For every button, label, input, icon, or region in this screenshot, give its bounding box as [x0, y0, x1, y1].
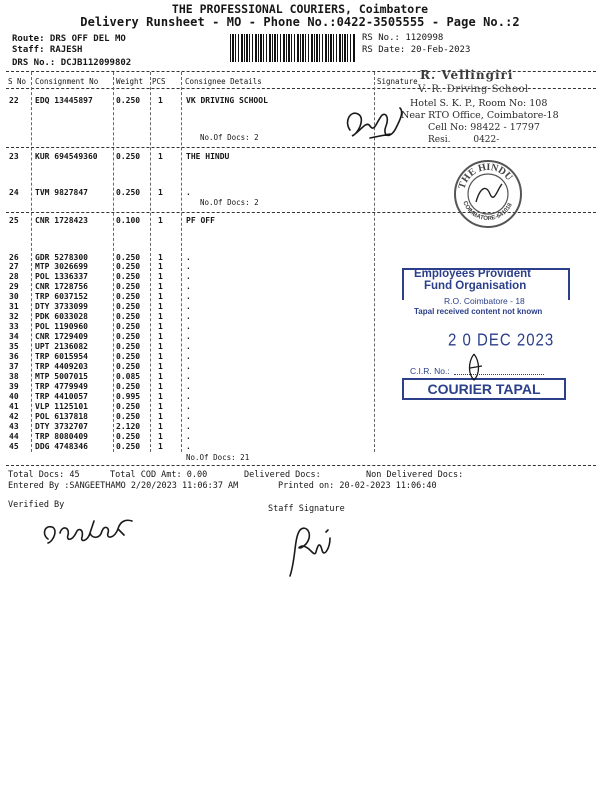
row-consignee: . — [186, 292, 191, 301]
row-consignee: . — [186, 332, 191, 341]
row-consignment: MTP 3026699 — [35, 262, 88, 271]
epf-stamp — [402, 268, 568, 404]
row-sno: 45 — [9, 442, 19, 451]
row-consignment: GDR 5278300 — [35, 253, 88, 262]
col-weight: Weight — [116, 77, 144, 86]
row-pcs: 1 — [158, 362, 163, 371]
col-pcs: PCS — [152, 77, 166, 86]
row-consignment: TRP 4410057 — [35, 392, 88, 401]
row-pcs: 1 — [158, 432, 163, 441]
staff-signature-label: Staff Signature — [268, 504, 345, 514]
row-consignee: . — [186, 392, 191, 401]
total-cod: Total COD Amt: 0.00 — [110, 470, 208, 480]
barcode — [230, 34, 355, 62]
docs-note: No.Of Docs: 2 — [200, 133, 259, 142]
epf-cir-label: C.I.R. No.: — [410, 366, 450, 376]
row-pcs: 1 — [158, 253, 163, 262]
row-sno: 28 — [9, 272, 19, 281]
school-stamp-line6: Resi. 0422- — [428, 135, 500, 145]
row-weight: 0.250 — [116, 302, 141, 311]
row-pcs: 1 — [158, 332, 163, 341]
row-consignment: POL 6137818 — [35, 412, 88, 421]
row-consignee: . — [186, 432, 191, 441]
row-weight: 0.250 — [116, 312, 141, 321]
row-consignment: POL 1336337 — [35, 272, 88, 281]
row-pcs: 1 — [158, 382, 163, 391]
row-pcs: 1 — [158, 322, 163, 331]
row-consignee: THE HINDU — [186, 152, 230, 161]
row-consignee: PF OFF — [186, 216, 215, 225]
row-consignee: . — [186, 382, 191, 391]
school-stamp-line5: Cell No: 98422 - 17797 — [428, 122, 540, 133]
row-pcs: 1 — [158, 392, 163, 401]
row-sno: 40 — [9, 392, 19, 401]
school-stamp-line1: R. Vellingiri — [420, 68, 514, 82]
entered-by: Entered By :SANGEETHAMO 2/20/2023 11:06:37 AM — [8, 481, 239, 491]
row-sno: 41 — [9, 402, 19, 411]
epf-courier-tapal: COURIER TAPAL — [402, 378, 566, 400]
hindu-stamp-top: THE HINDU — [456, 161, 515, 191]
row-weight: 2.120 — [116, 422, 141, 431]
row-sno: 34 — [9, 332, 19, 341]
row-pcs: 1 — [158, 422, 163, 431]
row-consignment: TRP 4779949 — [35, 382, 88, 391]
epf-line3: R.O. Coimbatore - 18 — [444, 296, 525, 306]
row-consignee: . — [186, 412, 191, 421]
school-stamp-line2: V. R. Driving School — [418, 84, 529, 95]
row-sno: 30 — [9, 292, 19, 301]
row-weight: 0.250 — [116, 342, 141, 351]
row-pcs: 1 — [158, 292, 163, 301]
row-consignment: CNR 1728756 — [35, 282, 88, 291]
col-signature: Signature — [377, 77, 418, 86]
col-consignee: Consignee Details — [185, 77, 262, 86]
docs-note: No.Of Docs: 21 — [186, 453, 250, 462]
table-row — [0, 432, 600, 442]
row-pcs: 1 — [158, 188, 163, 197]
row-pcs: 1 — [158, 412, 163, 421]
row-sno: 43 — [9, 422, 19, 431]
row-weight: 0.250 — [116, 442, 141, 451]
epf-initial-mark — [462, 352, 492, 382]
row-pcs: 1 — [158, 216, 163, 225]
row-weight: 0.250 — [116, 362, 141, 371]
row-sno: 31 — [9, 302, 19, 311]
row-pcs: 1 — [158, 262, 163, 271]
row-consignee: . — [186, 188, 191, 197]
row-consignment: DDG 4748346 — [35, 442, 88, 451]
row-consignment: CNR 1728423 — [35, 216, 88, 225]
hindu-stamp-bottom: COIMBATORE-641018 — [461, 200, 514, 223]
row-consignee: . — [186, 253, 191, 262]
row-weight: 0.250 — [116, 412, 141, 421]
verified-by-label: Verified By — [8, 500, 65, 510]
row-pcs: 1 — [158, 342, 163, 351]
consignee-signature — [340, 100, 410, 146]
staff-signature — [280, 518, 350, 580]
epf-line1: Employees Provident — [414, 268, 531, 280]
row-sno: 23 — [9, 152, 19, 161]
row-weight: 0.250 — [116, 322, 141, 331]
row-pcs: 1 — [158, 352, 163, 361]
row-pcs: 1 — [158, 152, 163, 161]
row-sno: 25 — [9, 216, 19, 225]
row-consignment: TRP 6015954 — [35, 352, 88, 361]
drs-number: DRS No.: DCJB112099802 — [12, 58, 132, 68]
row-pcs: 1 — [158, 402, 163, 411]
row-consignee: . — [186, 272, 191, 281]
row-consignment: KUR 694549360 — [35, 152, 98, 161]
row-separator — [6, 147, 596, 148]
row-weight: 0.250 — [116, 188, 141, 197]
row-consignment: VLP 1125101 — [35, 402, 88, 411]
row-consignee: . — [186, 312, 191, 321]
row-weight: 0.250 — [116, 402, 141, 411]
row-consignment: POL 1190960 — [35, 322, 88, 331]
row-consignee: . — [186, 442, 191, 451]
docs-note: No.Of Docs: 2 — [200, 198, 259, 207]
row-consignment: PDK 6033028 — [35, 312, 88, 321]
row-weight: 0.250 — [116, 382, 141, 391]
school-stamp-line3: Hotel S. K. P., Room No: 108 — [410, 98, 548, 109]
row-sno: 32 — [9, 312, 19, 321]
totals-rule — [6, 465, 596, 466]
row-sno: 22 — [9, 96, 19, 105]
row-sno: 37 — [9, 362, 19, 371]
epf-line4: Tapal received content not known — [414, 307, 543, 316]
row-consignment: EDQ 13445897 — [35, 96, 93, 105]
row-pcs: 1 — [158, 96, 163, 105]
row-sno: 29 — [9, 282, 19, 291]
row-weight: 0.250 — [116, 272, 141, 281]
row-sno: 26 — [9, 253, 19, 262]
row-pcs: 1 — [158, 272, 163, 281]
table-row — [0, 442, 600, 452]
row-weight: 0.250 — [116, 282, 141, 291]
table-row — [0, 422, 600, 432]
col-consignment: Consignment No — [35, 77, 99, 86]
row-consignment: UPT 2136082 — [35, 342, 88, 351]
row-pcs: 1 — [158, 372, 163, 381]
row-weight: 0.250 — [116, 352, 141, 361]
row-sno: 42 — [9, 412, 19, 421]
row-pcs: 1 — [158, 282, 163, 291]
hindu-round-stamp — [452, 158, 524, 230]
row-consignment: DTY 3732707 — [35, 422, 88, 431]
row-consignee: . — [186, 402, 191, 411]
row-sno: 27 — [9, 262, 19, 271]
row-sno: 44 — [9, 432, 19, 441]
row-consignee: . — [186, 322, 191, 331]
rs-number: RS No.: 1120998 — [362, 33, 444, 43]
row-weight: 0.250 — [116, 152, 141, 161]
row-consignee: . — [186, 372, 191, 381]
row-weight: 0.995 — [116, 392, 141, 401]
row-weight: 0.250 — [116, 96, 141, 105]
row-consignment: CNR 1729409 — [35, 332, 88, 341]
total-docs: Total Docs: 45 — [8, 470, 80, 480]
col-sno: S No — [8, 77, 27, 86]
row-consignee: . — [186, 422, 191, 431]
non-delivered-docs: Non Delivered Docs: — [366, 470, 464, 480]
row-weight: 0.250 — [116, 292, 141, 301]
printed-on: Printed on: 20-02-2023 11:06:40 — [278, 481, 437, 491]
epf-line2: Fund Organisation — [424, 280, 527, 292]
row-consignment: TVM 9827847 — [35, 188, 88, 197]
epf-date: 2 0 DEC 2023 — [448, 330, 555, 351]
row-sno: 38 — [9, 372, 19, 381]
row-sno: 24 — [9, 188, 19, 197]
row-weight: 0.250 — [116, 262, 141, 271]
row-weight: 0.250 — [116, 253, 141, 262]
row-consignee: . — [186, 302, 191, 311]
row-consignee: . — [186, 342, 191, 351]
row-pcs: 1 — [158, 302, 163, 311]
school-stamp-line4: Near RTO Office, Coimbatore-18 — [401, 110, 559, 121]
route-label: Route: DRS OFF DEL MO — [12, 34, 126, 44]
table-row — [0, 412, 600, 422]
row-pcs: 1 — [158, 312, 163, 321]
company-title: THE PROFESSIONAL COURIERS, Coimbatore — [171, 2, 429, 16]
staff-label: Staff: RAJESH — [12, 45, 83, 55]
row-sno: 35 — [9, 342, 19, 351]
row-consignee: . — [186, 262, 191, 271]
row-consignment: MTP 5007015 — [35, 372, 88, 381]
row-weight: 0.250 — [116, 332, 141, 341]
runsheet-subtitle: Delivery Runsheet - MO - Phone No.:0422-3505555 - Page No.:2 — [80, 15, 520, 29]
rs-date: RS Date: 20-Feb-2023 — [362, 45, 471, 55]
row-sno: 36 — [9, 352, 19, 361]
row-weight: 0.085 — [116, 372, 141, 381]
row-sno: 39 — [9, 382, 19, 391]
row-weight: 0.100 — [116, 216, 141, 225]
row-weight: 0.250 — [116, 432, 141, 441]
row-consignee: . — [186, 352, 191, 361]
row-consignee: . — [186, 362, 191, 371]
row-pcs: 1 — [158, 442, 163, 451]
row-consignment: DTY 3733099 — [35, 302, 88, 311]
row-consignee: . — [186, 282, 191, 291]
row-consignment: TRP 6037152 — [35, 292, 88, 301]
row-sno: 33 — [9, 322, 19, 331]
row-consignment: TRP 4409203 — [35, 362, 88, 371]
row-consignee: VK DRIVING SCHOOL — [186, 96, 268, 105]
verified-by-signature — [40, 505, 145, 555]
delivered-docs: Delivered Docs: — [244, 470, 321, 480]
row-consignment: TRP 8080409 — [35, 432, 88, 441]
